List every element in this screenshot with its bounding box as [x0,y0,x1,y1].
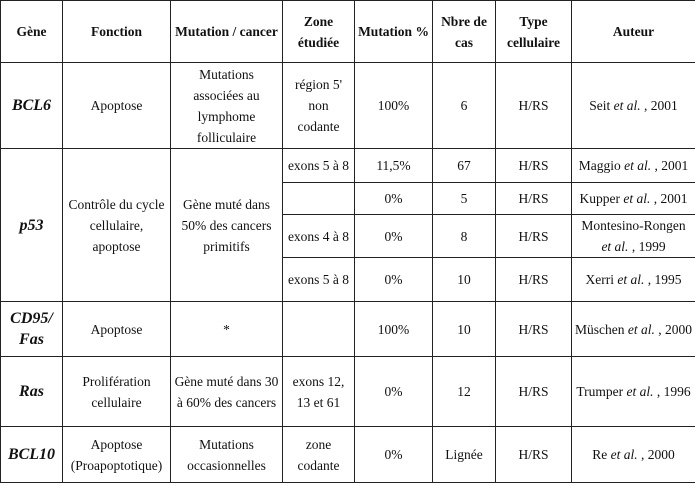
auteur-name: Xerri [586,272,618,287]
et-al: et al. [611,447,638,462]
header-row [1,1,695,63]
table-row-bcl10 [1,427,695,483]
table-row-ras [1,357,695,427]
header-auteur: Auteur [572,1,695,63]
fonction-cell: Prolifération cellulaire [63,357,171,427]
auteur-cell [572,215,695,258]
type-cell: H/RS [496,183,572,215]
mutation-pct-cell: 100% [355,63,433,149]
fonction-cell: Contrôle du cycle cellulaire, apoptose [63,149,171,302]
auteur-name: Müschen [575,322,628,337]
auteur-cell [572,302,695,357]
header-fonction: Fonction [63,1,171,63]
cas-cell: 10 [433,258,496,302]
header-cas: Nbre de cas [433,1,496,63]
header-mutation-pct: Mutation % [355,1,433,63]
cas-cell: 8 [433,215,496,258]
type-cell: H/RS [496,63,572,149]
mutation-pct-cell: 0% [355,357,433,427]
auteur-year: , 1999 [628,239,665,254]
auteur-name: Re [592,447,610,462]
type-cell: H/RS [496,258,572,302]
header-zone: Zone étudiée [283,1,355,63]
fonction-cell: Apoptose (Proapoptotique) [63,427,171,483]
zone-cell [283,183,355,215]
cas-cell: 12 [433,357,496,427]
et-al: et al. [601,239,628,254]
table-row-cd95 [1,302,695,357]
auteur-year: , 2001 [651,158,688,173]
gene-name: p53 [1,149,63,302]
gene-name: BCL6 [1,63,63,149]
auteur-cell [572,63,695,149]
et-al: et al. [627,384,654,399]
et-al: et al. [614,98,641,113]
mutation-cancer-cell: Gène muté dans 50% des cancers primitifs [171,149,283,302]
et-al: et al. [628,322,655,337]
gene-name: CD95/ Fas [1,302,63,357]
header-type: Type cellulaire [496,1,572,63]
auteur-name: Trumper [576,384,626,399]
cas-cell: 10 [433,302,496,357]
mutation-pct-cell: 11,5% [355,149,433,183]
zone-cell [283,302,355,357]
et-al: et al. [617,272,644,287]
mutation-cancer-cell: Mutations occasionnelles [171,427,283,483]
mutation-pct-cell: 0% [355,427,433,483]
auteur-cell [572,357,695,427]
cas-cell: 5 [433,183,496,215]
mutation-pct-cell: 100% [355,302,433,357]
zone-cell: exons 5 à 8 [283,149,355,183]
auteur-name: Kupper [580,191,624,206]
mutation-cancer-cell: * [171,302,283,357]
table-row-bcl6 [1,63,695,149]
mutation-pct-cell: 0% [355,215,433,258]
et-al: et al. [623,191,650,206]
cas-cell: 67 [433,149,496,183]
zone-cell: exons 4 à 8 [283,215,355,258]
auteur-cell [572,427,695,483]
zone-cell: zone codante [283,427,355,483]
auteur-year: , 2001 [641,98,678,113]
auteur-cell [572,183,695,215]
table-row-p53-1 [1,149,695,183]
type-cell: H/RS [496,427,572,483]
mutation-pct-cell: 0% [355,183,433,215]
fonction-cell: Apoptose [63,302,171,357]
zone-cell: exons 12, 13 et 61 [283,357,355,427]
auteur-name: Seit [589,98,613,113]
auteur-year: , 2000 [638,447,675,462]
auteur-cell [572,149,695,183]
header-gene: Gène [1,1,63,63]
type-cell: H/RS [496,149,572,183]
auteur-name: Montesino-Rongen [581,218,685,233]
header-mutation-cancer: Mutation / cancer [171,1,283,63]
type-cell: H/RS [496,357,572,427]
mutation-cancer-cell: Gène muté dans 30 à 60% des cancers [171,357,283,427]
type-cell: H/RS [496,215,572,258]
fonction-cell: Apoptose [63,63,171,149]
auteur-year: , 1996 [654,384,691,399]
gene-name: BCL10 [1,427,63,483]
type-cell: H/RS [496,302,572,357]
gene-name: Ras [1,357,63,427]
auteur-name: Maggio [579,158,624,173]
cas-cell: Lignée [433,427,496,483]
cas-cell: 6 [433,63,496,149]
zone-cell: région 5' non codante [283,63,355,149]
auteur-year: , 2000 [655,322,692,337]
et-al: et al. [624,158,651,173]
auteur-year: , 1995 [644,272,681,287]
mutation-pct-cell: 0% [355,258,433,302]
auteur-cell [572,258,695,302]
auteur-year: , 2001 [650,191,687,206]
mutation-cancer-cell: Mutations associées au lymphome folliculaire [171,63,283,149]
zone-cell: exons 5 à 8 [283,258,355,302]
